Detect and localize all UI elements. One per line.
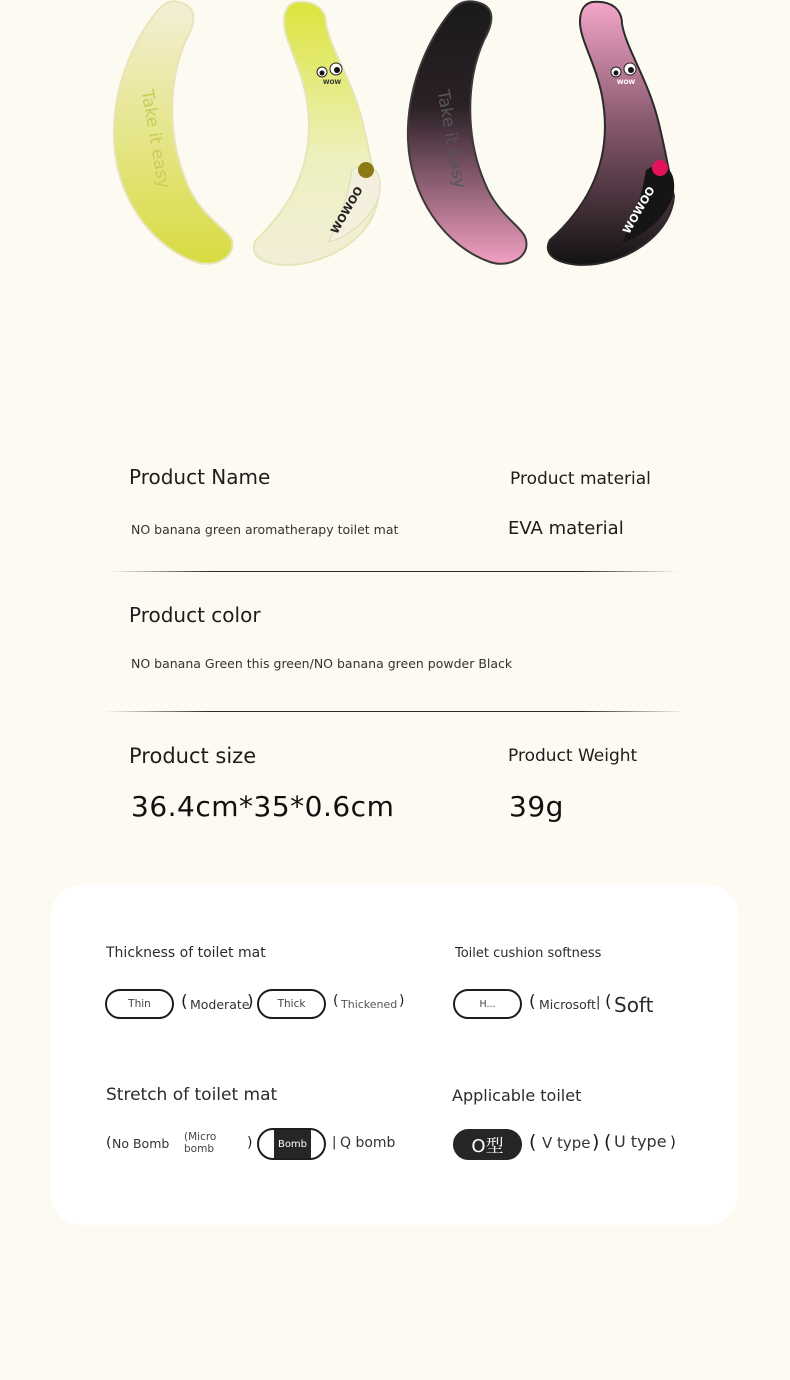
product-hero-image — [0, 0, 790, 280]
bracket-open: ( — [605, 992, 612, 1012]
product-weight-value: 39g — [509, 790, 564, 823]
banana-text: Take it easy — [136, 88, 174, 190]
banana-mat-pink-black — [548, 2, 674, 265]
product-name-label: Product Name — [129, 465, 271, 489]
stretch-title: Stretch of toilet mat — [106, 1085, 278, 1105]
thickness-option-thick[interactable]: Thick — [257, 989, 326, 1019]
bracket-open: ( — [106, 1135, 112, 1151]
stretch-option-no-bomb[interactable]: No Bomb — [112, 1136, 170, 1151]
banana-mat-green-cream — [254, 2, 380, 265]
toilet-title: Applicable toilet — [452, 1086, 582, 1105]
bracket-open: ( — [181, 992, 188, 1012]
material-label: Product material — [510, 469, 651, 489]
bracket-open: ( — [604, 1131, 612, 1153]
softness-title: Toilet cushion softness — [455, 946, 602, 961]
product-size-value: 36.4cm*35*0.6cm — [131, 790, 395, 823]
bracket-close: ) — [247, 1135, 253, 1151]
thickness-option-thin[interactable]: Thin — [105, 989, 174, 1019]
bracket-close: ) — [247, 992, 254, 1012]
thickness-option-moderate[interactable]: Moderate — [190, 997, 250, 1012]
stretch-option-bomb-label: Bomb — [274, 1130, 311, 1158]
product-name-value: NO banana green aromatherapy toilet mat — [131, 522, 399, 537]
divider — [110, 571, 680, 572]
product-color-label: Product color — [129, 603, 261, 627]
product-color-value: NO banana Green this green/NO banana green powder Black — [131, 656, 513, 671]
micro-bomb-line1: (Micro — [184, 1131, 217, 1143]
bracket-close: | — [596, 995, 601, 1010]
toilet-option-u-type[interactable]: U type — [614, 1132, 667, 1151]
product-size-label: Product size — [129, 744, 257, 768]
bracket-close: ) — [399, 993, 405, 1009]
softness-option-hard[interactable]: H... — [453, 989, 522, 1019]
bracket-open: | — [332, 1135, 337, 1150]
banana-mat-black-pink — [408, 1, 527, 263]
bracket-open: ( — [529, 1131, 537, 1153]
stretch-option-bomb[interactable] — [257, 1128, 326, 1160]
stretch-option-q-bomb[interactable]: Q bomb — [340, 1135, 396, 1151]
banana-mat-cream-green — [114, 1, 233, 263]
banana-brand-text: WOWOO — [328, 184, 366, 237]
bracket-close: ) — [670, 1133, 676, 1151]
banana-brand-text: WOWOO — [620, 184, 658, 237]
micro-bomb-line2: bomb — [184, 1143, 214, 1155]
softness-option-microsoft[interactable]: Microsoft — [539, 997, 596, 1012]
toilet-option-o-type[interactable]: O型 — [453, 1129, 522, 1160]
banana-face-text: WOW — [616, 79, 636, 86]
bracket-open: ( — [529, 992, 536, 1012]
material-value: EVA material — [508, 518, 624, 539]
bracket-close: ) — [592, 1131, 600, 1153]
thickness-option-thickened[interactable]: Thickened — [341, 998, 398, 1011]
softness-option-soft[interactable]: Soft — [614, 993, 654, 1017]
thickness-title: Thickness of toilet mat — [106, 945, 266, 961]
divider — [105, 711, 685, 712]
toilet-option-v-type[interactable]: V type — [542, 1134, 591, 1152]
bracket-open: ( — [333, 993, 339, 1009]
banana-text: Take it easy — [432, 88, 470, 190]
stretch-option-micro-bomb[interactable] — [184, 1131, 216, 1155]
product-weight-label: Product Weight — [508, 746, 638, 766]
banana-face-text: WOW — [322, 79, 342, 86]
attribute-card — [51, 885, 738, 1225]
